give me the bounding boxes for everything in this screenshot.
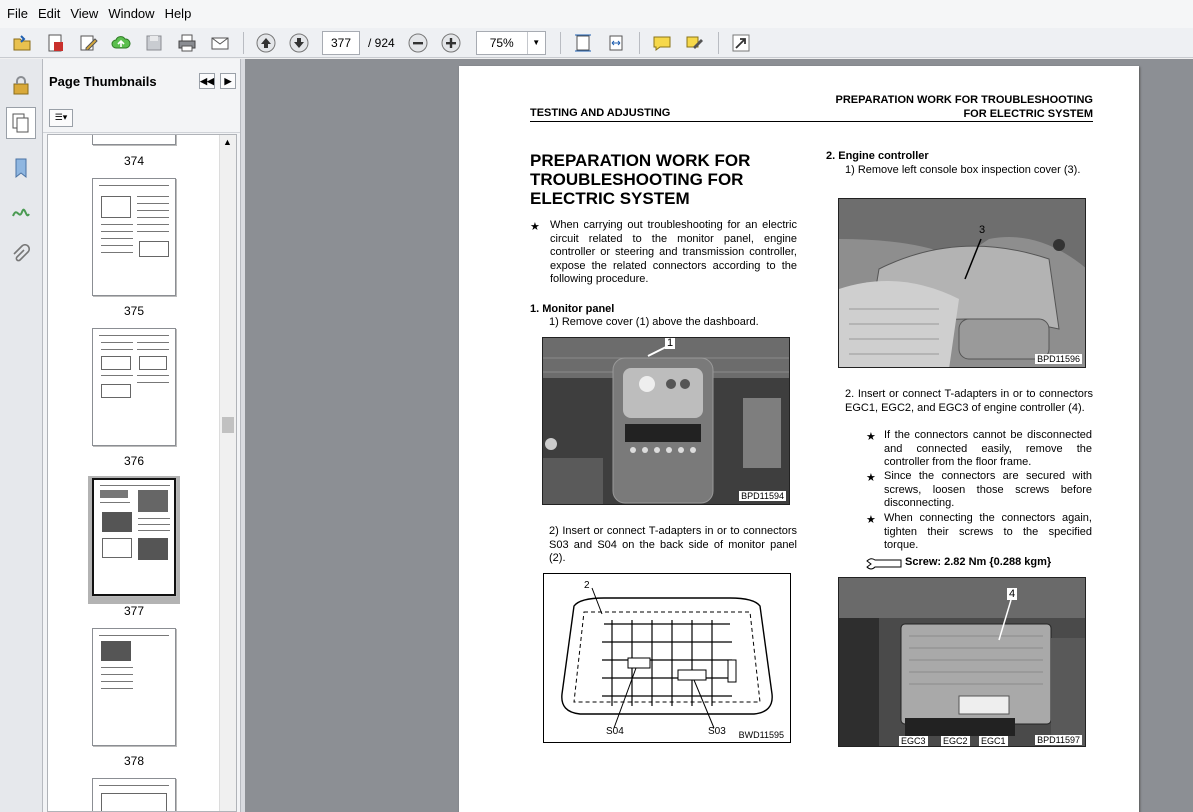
panel-tools: [43, 103, 240, 133]
highlight-button[interactable]: [681, 30, 709, 56]
bookmark-icon: [10, 157, 32, 179]
photo-monitor-panel: [542, 337, 790, 505]
page-thumbnails-button[interactable]: [6, 107, 36, 139]
comment-button[interactable]: [648, 30, 676, 56]
photo-3-label: 4: [1009, 588, 1016, 600]
star-icon: ★: [866, 514, 876, 526]
monitor-back-diagram: [543, 573, 791, 743]
thumbnail-label: 375: [123, 304, 145, 318]
toolbar-separator: [639, 32, 640, 54]
section-2-step-1: 1) Remove left console box inspection cover (3).: [845, 164, 1081, 176]
diagram-label-s04: S04: [606, 726, 624, 737]
diagram-caption: BWD11595: [738, 730, 784, 740]
zoom-out-button[interactable]: [404, 30, 432, 56]
thumbnail-label: 377: [123, 604, 145, 618]
photo-2-label: 3: [979, 224, 986, 236]
plus-circle-icon: [441, 33, 461, 53]
star-icon: ★: [866, 472, 876, 484]
section-1-step-1: 1) Remove cover (1) above the dashboard.: [549, 316, 759, 328]
egc3-label: EGC3: [901, 736, 926, 746]
photo-engine-controller: [838, 577, 1086, 747]
menu-view[interactable]: View: [70, 6, 99, 21]
egc2-label: EGC2: [943, 736, 968, 746]
section-2-step-2: 2. Insert or connect T-adapters in or to connectors EGC1, EGC2, and EGC3 of engine controller (4).: [845, 388, 1093, 414]
attachments-button[interactable]: [6, 239, 36, 271]
fit-width-button[interactable]: [602, 30, 630, 56]
bookmarks-button[interactable]: [6, 152, 36, 184]
menu-edit[interactable]: Edit: [37, 6, 61, 21]
lock-button[interactable]: [6, 69, 36, 101]
cloud-upload-icon: [111, 33, 131, 53]
section-1-step-2: 2) Insert or connect T-adapters in or to connectors S03 and S04 on the back side of monitor panel (2).: [549, 525, 797, 565]
thumbnail-label: 374: [123, 154, 145, 168]
speech-bubble-icon: [652, 33, 672, 53]
section-1-title: 1. Monitor panel: [530, 303, 615, 315]
star-icon: ★: [866, 431, 876, 443]
lock-icon: [10, 74, 32, 96]
full-screen-button[interactable]: [727, 30, 755, 56]
printer-icon: [177, 33, 197, 53]
create-pdf-icon: [45, 33, 65, 53]
zoom-value: 75%: [489, 35, 514, 50]
thumbnail-label: 376: [123, 454, 145, 468]
toolbar: [0, 28, 1193, 58]
thumbnail-page[interactable]: [92, 778, 176, 812]
paperclip-icon: [10, 244, 32, 266]
fit-page-icon: [573, 33, 593, 53]
photo-1-label: 1: [667, 337, 674, 349]
zoom-in-button[interactable]: [437, 30, 465, 56]
menu-help[interactable]: Help: [164, 6, 192, 21]
note-1: If the connectors cannot be disconnected and connected easily, remove the controller from the floor frame.: [884, 429, 1092, 469]
previous-page-button[interactable]: [252, 30, 280, 56]
toolbar-separator: [560, 32, 561, 54]
header-rule: [530, 121, 1093, 122]
document-viewport[interactable]: [245, 59, 1193, 812]
chevron-down-icon[interactable]: ▼: [527, 32, 545, 54]
envelope-icon: [210, 33, 230, 53]
save-disk-icon: [144, 33, 164, 53]
minus-circle-icon: [408, 33, 428, 53]
title-line-3: ELECTRIC SYSTEM: [530, 189, 690, 208]
photo-1-caption: BPD11594: [741, 491, 784, 501]
egc1-label: EGC1: [981, 736, 1006, 746]
thumbnail-page[interactable]: [92, 134, 176, 145]
star-icon: ★: [530, 221, 540, 233]
document-title: [530, 151, 800, 208]
edit-button[interactable]: [74, 30, 102, 56]
note-3: When connecting the connectors again, tighten their screws to the specified torque.: [884, 512, 1092, 552]
expand-arrow-icon: [731, 33, 751, 53]
menu-window[interactable]: Window: [108, 6, 155, 21]
next-page-button[interactable]: [285, 30, 313, 56]
page-header-left: TESTING AND ADJUSTING: [530, 107, 671, 119]
edit-pencil-icon: [78, 33, 98, 53]
thumbnail-page[interactable]: [92, 628, 176, 746]
console-photo-graphic: [839, 199, 1086, 368]
fit-page-button[interactable]: [569, 30, 597, 56]
save-button[interactable]: [140, 30, 168, 56]
thumbnails-panel: [43, 59, 241, 812]
photo-2-caption: BPD11596: [1037, 354, 1080, 364]
monitor-photo-graphic: [543, 338, 790, 505]
thumbnail-list[interactable]: [47, 134, 237, 812]
menu-file[interactable]: File: [7, 6, 28, 21]
print-button[interactable]: [173, 30, 201, 56]
navigation-rail: [0, 59, 43, 812]
thumbnail-page-selected[interactable]: [92, 478, 176, 596]
toolbar-separator: [718, 32, 719, 54]
title-line-1: PREPARATION WORK FOR: [530, 151, 751, 170]
arrow-up-icon: [256, 33, 276, 53]
create-button[interactable]: [41, 30, 69, 56]
header-line-1: PREPARATION WORK FOR TROUBLESHOOTING: [835, 94, 1093, 106]
photo-console-cover: [838, 198, 1086, 368]
thumbnail-scrollbar[interactable]: [219, 135, 236, 811]
highlight-text-icon: [685, 33, 705, 53]
thumbnail-page[interactable]: [92, 328, 176, 446]
open-folder-icon: [12, 33, 32, 53]
thumbnail-page[interactable]: [92, 178, 176, 296]
photo-3-caption: BPD11597: [1037, 735, 1080, 745]
panel-header: [43, 59, 240, 103]
signature-icon: [10, 201, 32, 223]
scroll-up-icon[interactable]: ▲: [223, 137, 232, 147]
diagram-label-s03: S03: [708, 726, 726, 737]
thumbnail-label: 378: [123, 754, 145, 768]
email-button[interactable]: [206, 30, 234, 56]
close-panel-icon[interactable]: ▶: [220, 73, 236, 89]
pdf-page: [459, 66, 1139, 812]
menu-bar: [0, 0, 1193, 28]
pages-icon: [10, 112, 32, 134]
section-2-title: 2. Engine controller: [826, 150, 929, 162]
title-line-2: TROUBLESHOOTING FOR: [530, 170, 744, 189]
arrow-down-icon: [289, 33, 309, 53]
toolbar-separator: [243, 32, 244, 54]
page-header-right: [836, 93, 1093, 121]
screw-torque: Screw: 2.82 Nm {0.288 kgm}: [905, 556, 1052, 568]
controller-photo-graphic: [839, 578, 1086, 747]
intro-paragraph: When carrying out troubleshooting for an electric circuit related to the monitor panel, engine controller or steering and transmission controller, expose the related connectors according to the following procedure.: [550, 219, 797, 286]
wrench-icon: [865, 557, 903, 571]
signatures-button[interactable]: [6, 196, 36, 228]
options-menu-button[interactable]: ☰▾: [49, 109, 73, 127]
open-button[interactable]: [8, 30, 36, 56]
page-number-input[interactable]: 377: [322, 31, 360, 55]
header-line-2: FOR ELECTRIC SYSTEM: [963, 108, 1093, 120]
note-2: Since the connectors are secured with screws, loosen those screws before disconnecting.: [884, 470, 1092, 510]
zoom-select[interactable]: [476, 31, 546, 55]
panel-title: Page Thumbnails: [49, 73, 157, 89]
page-total: / 924: [368, 35, 395, 50]
fit-width-icon: [606, 33, 626, 53]
diagram-label-2: 2: [584, 580, 590, 591]
monitor-back-drawing: [544, 574, 790, 742]
collapse-panel-icon[interactable]: ◀◀: [199, 73, 215, 89]
scrollbar-thumb[interactable]: [222, 417, 234, 433]
upload-button[interactable]: [107, 30, 135, 56]
